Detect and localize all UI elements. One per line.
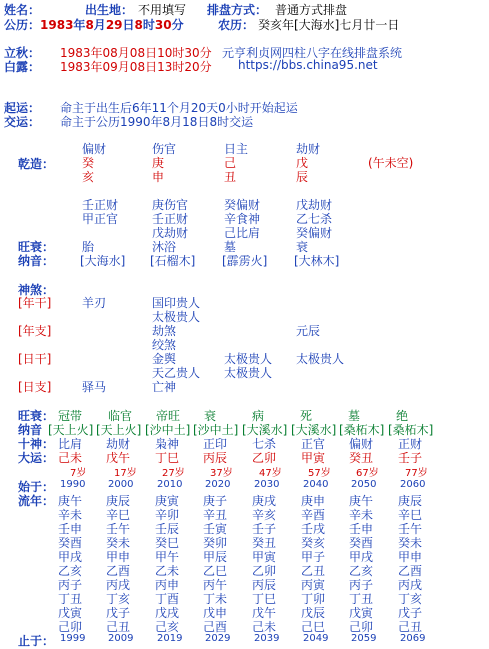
liunian-cell: 丙寅 bbox=[301, 578, 326, 592]
liunian-cell: 癸巳 bbox=[155, 536, 180, 550]
liunian-cell: 戊申 bbox=[203, 606, 228, 620]
liunian-cell: 壬午 bbox=[106, 522, 131, 536]
liunian-cell: 癸酉 bbox=[58, 536, 83, 550]
dayun-nayin-label: 纳音 bbox=[18, 423, 43, 437]
hidden-stem: 甲正官 bbox=[82, 212, 119, 226]
liunian-cell: 丁丑 bbox=[349, 592, 374, 606]
liunian-cell: 庚申 bbox=[301, 494, 326, 508]
bailu-label: 白露： bbox=[4, 60, 41, 74]
shensha-row-label: [年支] bbox=[18, 324, 52, 338]
liunian-cell: 丙午 bbox=[203, 578, 228, 592]
month-shishen: 伤官 bbox=[152, 142, 177, 156]
liunian-cell: 丙申 bbox=[155, 578, 180, 592]
hour-stem: 戊 bbox=[296, 156, 309, 170]
liunian-cell: 辛丑 bbox=[203, 508, 228, 522]
shensha-cell: 国印贵人 bbox=[152, 296, 201, 310]
liunian-grid bbox=[58, 492, 458, 632]
nayin-value: [大林木] bbox=[294, 254, 340, 268]
liunian-cell: 癸未 bbox=[106, 536, 131, 550]
day-shishen: 日主 bbox=[224, 142, 249, 156]
liunian-cell: 壬申 bbox=[58, 522, 83, 536]
liunian-cell: 戊寅 bbox=[349, 606, 374, 620]
shensha-row-label: [日支] bbox=[18, 380, 52, 394]
liunian-cell: 壬申 bbox=[349, 522, 374, 536]
bailu-value: 1983年09月08日13时20分 bbox=[60, 60, 212, 74]
liunian-cell: 庚戌 bbox=[252, 494, 277, 508]
liunian-cell: 乙巳 bbox=[203, 564, 228, 578]
liunian-cell: 甲申 bbox=[398, 550, 423, 564]
qianzao-label: 乾造： bbox=[18, 157, 55, 171]
wangshuai-value: 胎 bbox=[82, 240, 95, 254]
liunian-cell: 壬寅 bbox=[203, 522, 228, 536]
layout-label: 排盘方式： bbox=[207, 3, 268, 17]
shensha-title: 神煞： bbox=[18, 283, 55, 297]
liunian-cell: 癸酉 bbox=[349, 536, 374, 550]
liunian-cell: 丁丑 bbox=[58, 592, 83, 606]
liunian-cell: 丁亥 bbox=[106, 592, 131, 606]
shensha-cell: 劫煞 bbox=[152, 324, 177, 338]
liunian-cell: 辛未 bbox=[58, 508, 83, 522]
jiaoyun-value: 命主于公历1990年8月18日8时交运 bbox=[60, 115, 254, 129]
year-shishen: 偏财 bbox=[82, 142, 107, 156]
hidden-stem: 癸偏财 bbox=[296, 226, 333, 240]
liunian-cell: 己亥 bbox=[155, 620, 180, 634]
kongwang: (午未空) bbox=[368, 156, 414, 170]
hidden-stem: 己比肩 bbox=[224, 226, 261, 240]
liunian-cell: 丁巳 bbox=[252, 592, 277, 606]
site-url-link[interactable]: https://bbs.china95.net bbox=[238, 58, 378, 72]
month-branch: 申 bbox=[152, 170, 165, 184]
shensha-cell: 金舆 bbox=[152, 352, 177, 366]
liunian-cell: 乙酉 bbox=[398, 564, 423, 578]
liunian-cell: 壬戌 bbox=[301, 522, 326, 536]
shensha-cell: 亡神 bbox=[152, 380, 177, 394]
liunian-cell: 癸未 bbox=[398, 536, 423, 550]
liunian-cell: 丙戌 bbox=[106, 578, 131, 592]
liunian-cell: 壬午 bbox=[398, 522, 423, 536]
nayin-value: [大海水] bbox=[80, 254, 126, 268]
shensha-cell: 羊刃 bbox=[82, 296, 107, 310]
shensha-row-label: [日干] bbox=[18, 352, 52, 366]
liunian-cell: 戊寅 bbox=[58, 606, 83, 620]
shensha-row-label: [年干] bbox=[18, 296, 52, 310]
liunian-cell: 辛巳 bbox=[106, 508, 131, 522]
liunian-cell: 丁亥 bbox=[398, 592, 423, 606]
liunian-cell: 辛卯 bbox=[155, 508, 180, 522]
hour-branch: 辰 bbox=[296, 170, 309, 184]
liunian-cell: 丙子 bbox=[349, 578, 374, 592]
liunian-cell: 庚辰 bbox=[398, 494, 423, 508]
hidden-stem: 戊劫财 bbox=[296, 198, 333, 212]
nayin-value: [霹雳火] bbox=[222, 254, 268, 268]
nayin-label: 纳音： bbox=[18, 254, 55, 268]
liunian-cell: 乙未 bbox=[155, 564, 180, 578]
birthplace-value: 不用填写 bbox=[138, 3, 187, 17]
liunian-cell: 己丑 bbox=[398, 620, 423, 634]
liunian-cell: 丁酉 bbox=[155, 592, 180, 606]
shensha-cell: 太极贵人 bbox=[152, 310, 201, 324]
liunian-cell: 甲申 bbox=[106, 550, 131, 564]
day-branch: 丑 bbox=[224, 170, 237, 184]
site-name: 元亨利贞网四柱八字在线排盘系统 bbox=[222, 46, 403, 60]
year-stem: 癸 bbox=[82, 156, 95, 170]
liunian-cell: 辛亥 bbox=[252, 508, 277, 522]
liunian-cell: 癸卯 bbox=[203, 536, 228, 550]
qiyun-label: 起运： bbox=[4, 101, 41, 115]
wangshuai-value: 沐浴 bbox=[152, 240, 177, 254]
birthplace-label: 出生地： bbox=[85, 3, 134, 17]
hidden-stem: 庚伤官 bbox=[152, 198, 189, 212]
dayun-wangshuai-label: 旺衰： bbox=[18, 409, 55, 423]
dayun-label: 大运： bbox=[18, 451, 55, 465]
shensha-cell: 太极贵人 bbox=[296, 352, 345, 366]
liunian-cell: 辛未 bbox=[349, 508, 374, 522]
liunian-cell: 己酉 bbox=[203, 620, 228, 634]
start-label: 始于： bbox=[18, 480, 55, 494]
name-label: 姓名： bbox=[4, 3, 41, 17]
year-branch: 亥 bbox=[82, 170, 95, 184]
liunian-cell: 壬辰 bbox=[155, 522, 180, 536]
shensha-cell: 太极贵人 bbox=[224, 366, 273, 380]
shensha-cell: 驿马 bbox=[82, 380, 107, 394]
liunian-cell: 癸亥 bbox=[301, 536, 326, 550]
liunian-cell: 庚寅 bbox=[155, 494, 180, 508]
liqiu-value: 1983年08月08日10时30分 bbox=[60, 46, 212, 60]
liunian-cell: 乙亥 bbox=[58, 564, 83, 578]
liunian-cell: 壬子 bbox=[252, 522, 277, 536]
wangshuai-value: 衰 bbox=[296, 240, 309, 254]
wangshuai-label: 旺衰： bbox=[18, 240, 55, 254]
hidden-stem: 癸偏财 bbox=[224, 198, 261, 212]
liunian-cell: 戊辰 bbox=[301, 606, 326, 620]
shensha-cell: 绞煞 bbox=[152, 338, 177, 352]
liunian-cell: 乙卯 bbox=[252, 564, 277, 578]
liunian-label: 流年： bbox=[18, 494, 55, 508]
dayun-shishen-label: 十神： bbox=[18, 437, 55, 451]
liunian-cell: 己丑 bbox=[106, 620, 131, 634]
lunar-value: 癸亥年[大海水]七月廿一日 bbox=[258, 18, 400, 32]
liunian-cell: 乙酉 bbox=[106, 564, 131, 578]
liunian-cell: 己卯 bbox=[58, 620, 83, 634]
layout-value: 普通方式排盘 bbox=[275, 3, 348, 17]
liunian-cell: 辛酉 bbox=[301, 508, 326, 522]
liunian-cell: 庚子 bbox=[203, 494, 228, 508]
liunian-cell: 己巳 bbox=[301, 620, 326, 634]
liunian-cell: 甲辰 bbox=[203, 550, 228, 564]
hidden-stem: 壬正财 bbox=[152, 212, 189, 226]
liunian-cell: 己卯 bbox=[349, 620, 374, 634]
shensha-cell: 元辰 bbox=[296, 324, 321, 338]
shensha-cell: 太极贵人 bbox=[224, 352, 273, 366]
month-stem: 庚 bbox=[152, 156, 165, 170]
liunian-cell: 戊戌 bbox=[155, 606, 180, 620]
liunian-cell: 戊子 bbox=[106, 606, 131, 620]
lunar-label: 农历： bbox=[218, 18, 255, 32]
liunian-cell: 乙亥 bbox=[349, 564, 374, 578]
liunian-cell: 甲寅 bbox=[252, 550, 277, 564]
liunian-cell: 甲戌 bbox=[349, 550, 374, 564]
solar-date: 公历：1983年8月29日8时30分 bbox=[4, 18, 184, 32]
liunian-cell: 丁未 bbox=[203, 592, 228, 606]
liunian-cell: 丙子 bbox=[58, 578, 83, 592]
liunian-cell: 庚午 bbox=[58, 494, 83, 508]
liunian-cell: 丁卯 bbox=[301, 592, 326, 606]
liunian-cell: 甲子 bbox=[301, 550, 326, 564]
liunian-cell: 庚辰 bbox=[106, 494, 131, 508]
liunian-cell: 甲午 bbox=[155, 550, 180, 564]
qiyun-value: 命主于出生后6年11个月20天0小时开始起运 bbox=[60, 101, 298, 115]
liunian-cell: 戊子 bbox=[398, 606, 423, 620]
liunian-cell: 癸丑 bbox=[252, 536, 277, 550]
liunian-cell: 戊午 bbox=[252, 606, 277, 620]
liunian-cell: 乙丑 bbox=[301, 564, 326, 578]
liunian-cell: 丙辰 bbox=[252, 578, 277, 592]
hour-shishen: 劫财 bbox=[296, 142, 321, 156]
hidden-stem: 辛食神 bbox=[224, 212, 261, 226]
shensha-cell: 天乙贵人 bbox=[152, 366, 201, 380]
day-stem: 己 bbox=[224, 156, 237, 170]
liunian-cell: 辛巳 bbox=[398, 508, 423, 522]
liunian-cell: 甲戌 bbox=[58, 550, 83, 564]
nayin-value: [石榴木] bbox=[150, 254, 196, 268]
hidden-stem: 乙七杀 bbox=[296, 212, 333, 226]
hidden-stem: 壬正财 bbox=[82, 198, 119, 212]
liunian-cell: 己未 bbox=[252, 620, 277, 634]
hidden-stem: 戊劫财 bbox=[152, 226, 189, 240]
jiaoyun-label: 交运： bbox=[4, 115, 41, 129]
end-label: 止于： bbox=[18, 634, 55, 648]
liqiu-label: 立秋： bbox=[4, 46, 41, 60]
liunian-cell: 丙戌 bbox=[398, 578, 423, 592]
wangshuai-value: 墓 bbox=[224, 240, 237, 254]
liunian-cell: 庚午 bbox=[349, 494, 374, 508]
